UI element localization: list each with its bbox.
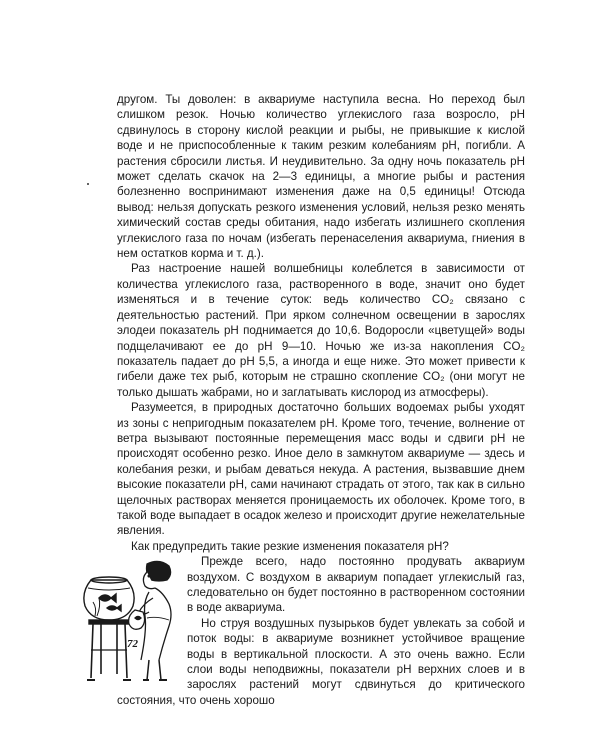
page-number: 72 xyxy=(127,638,138,650)
illustrated-section xyxy=(117,554,525,708)
body-text xyxy=(117,92,525,708)
paragraph-1: другом. Ты доволен: в аквариуме наступила весна. Но переход был слишком резок. Ночью количество углекислого газа возросло, pH сдвинулось в сторону кислой реакции и рыбы, не привыкшие к кислой воде и не приспособленные к таким резким колебаниям pH, погибли. А растения сбросили листья. И неудивительно. За одну ночь показатель pH может сделать скачок на 2—3 единицы, а многие рыбы и растения болезненно воспринимают изменения даже на 0,5 единицы! Отсюда вывод: нельзя допускать резкого изменения условий, нельзя резко менять химический состав среды обитания, надо избегать излишнего скопления углекислого газа по ночам (избегать перенаселения аквариума, гниения в нем остатков корма и т. д.). xyxy=(117,93,525,261)
print-speck xyxy=(87,183,89,185)
question-line: Как предупредить такие резкие изменения показателя pH? xyxy=(131,539,449,553)
woman-with-aquarium-illustration xyxy=(77,558,177,686)
paragraph-4: Прежде всего, надо постоянно продувать аквариум воздухом. С воздухом в аквариум попадает углекислый газ, следовательно он будет постоянно в растворенном состоянии в воде аквариума. xyxy=(187,555,525,615)
paragraph-3: Разумеется, в природных достаточно больших водоемах рыбы уходят из зоны с непригодным показателем pH. Кроме того, течение, волнение от ветра вызывают постоянные перемещения масс воды и сдвиги pH не происходят особенно резко. Иное дело в замкнутом аквариуме — здесь и колебания резки, и рыбам деваться некуда. А растения, вызвавшие днем высокие показатели pH, сами начинают страдать от этого, так как в сильно щелочных растворах меняется проницаемость их оболочек. Кроме того, в такой воде выпадает в осадок железо и происходит другие нежелательные явления. xyxy=(117,401,525,538)
wrapped-text xyxy=(117,554,525,708)
paragraph-2: Раз настроение нашей волшебницы колеблется в зависимости от количества углекислого газа, растворенного в воде, значит оно будет изменяться и в течение суток: ведь количество CO₂ связано с деятельностью растений. При ярком солнечном освещении в зарослях элодеи показатель pH поднимается до 10,6. Водоросли «цветущей» воды подщелачивают ее до pH 9—10. Ночью же из-за накопления CO₂ показатель падает до pH 5,5, а иногда и еще ниже. Это может привести к гибели даже тех рыб, которым не страшно скопление CO₂ (они могут не только дышать жабрами, но и заглатывать кислород из атмосферы). xyxy=(117,262,525,399)
paragraph-5: Но струя воздушных пузырьков будет увлекать за собой и поток воды: в аквариуме возникнет устойчивое вращение воды в вертикальной плоскости. А это очень важно. Если слои воды неподвижны, показатели pH верхних слоев и в зарослях растений могут сдвинуться до критического состояния, что очень хорошо xyxy=(117,616,525,707)
